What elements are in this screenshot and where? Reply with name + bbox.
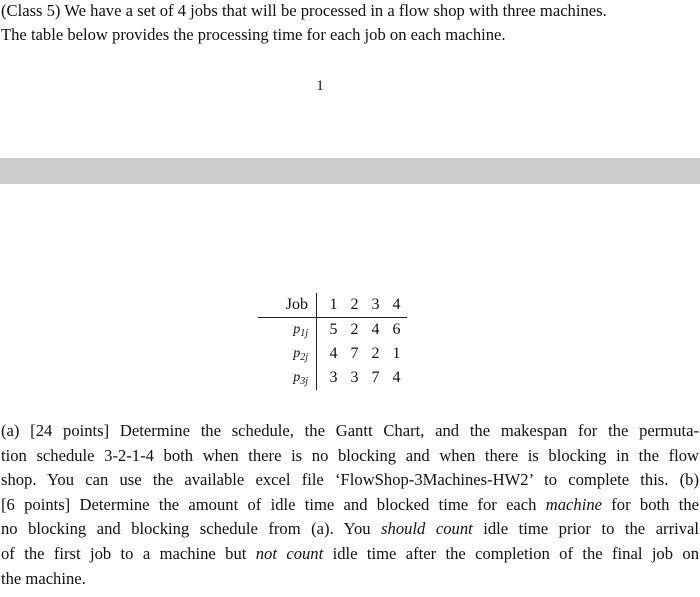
- label-base: p: [293, 321, 301, 337]
- processing-time-cell: 2: [371, 345, 380, 362]
- job-number: 4: [386, 293, 407, 318]
- page-number: 1: [316, 78, 324, 94]
- job-number: 3: [365, 293, 386, 318]
- intro-line-1: (Class 5) We have a set of 4 jobs that will be processed in a flow shop with three machines.: [1, 1, 607, 20]
- question-line-1: (a) [24 points] Determine the schedule, the Gantt Chart, and the makespan for the permuta-: [1, 421, 699, 440]
- question-text-run: no blocking and blocking schedule from (a). You: [1, 519, 382, 539]
- processing-time-cell: 6: [392, 321, 401, 338]
- question-line-5: [1, 517, 699, 542]
- label-subscript: 1j: [300, 327, 308, 339]
- processing-time-cell: 2: [350, 321, 359, 338]
- question-text-run: for both the: [601, 494, 699, 514]
- job-header-label: Job: [258, 293, 317, 318]
- machine-row-label: [258, 342, 317, 366]
- question-text-run: [6 points] Determine the amount of idle time and blocked time for each: [1, 494, 546, 514]
- processing-time-cell: 4: [371, 321, 380, 338]
- question-line-3: shop. You can use the available excel file ‘FlowShop-3Machines-HW2’ to complete this. (b): [1, 470, 699, 490]
- job-number: 1: [317, 293, 345, 318]
- emphasis-not-count: not count: [255, 543, 324, 563]
- machine-row-label: [258, 366, 317, 390]
- question-text-run: of the first job to a machine but: [1, 543, 256, 563]
- processing-time-table: [258, 293, 407, 390]
- question-line-4: [1, 493, 699, 518]
- label-subscript: 3j: [300, 375, 308, 387]
- processing-time-cell: 4: [329, 345, 338, 362]
- question-text: [1, 419, 699, 591]
- problem-intro: [1, 0, 699, 47]
- page-separator-band: [0, 158, 700, 184]
- label-base: p: [293, 345, 301, 361]
- machine-row-label: [258, 318, 317, 343]
- question-line-2: tion schedule 3-2-1-4 both when there is no blocking and when there is blocking in the flow: [1, 445, 699, 465]
- intro-line-2: The table below provides the processing time for each job on each machine.: [1, 25, 506, 44]
- question-text-run: idle time after the completion of the final job on: [323, 543, 699, 563]
- table-row: [258, 318, 407, 343]
- table-header-row: [258, 293, 407, 318]
- emphasis-should-count: should count: [381, 519, 473, 539]
- processing-time-cell: 3: [350, 369, 359, 386]
- job-number: 2: [344, 293, 365, 318]
- question-line-7: the machine.: [1, 568, 86, 588]
- emphasis-machine: machine: [545, 494, 602, 514]
- table-row: [258, 366, 407, 390]
- table-row: [258, 342, 407, 366]
- processing-time-cell: 3: [329, 369, 338, 386]
- processing-time-cell: 7: [350, 345, 359, 362]
- processing-time-cell: 4: [392, 369, 401, 386]
- processing-time-cell: 1: [392, 345, 401, 362]
- processing-time-cell: 5: [329, 321, 338, 338]
- label-base: p: [293, 369, 301, 385]
- label-subscript: 2j: [300, 351, 308, 363]
- processing-time-cell: 7: [371, 369, 380, 386]
- question-line-6: [1, 542, 699, 567]
- question-text-run: idle time prior to the arrival: [472, 519, 699, 539]
